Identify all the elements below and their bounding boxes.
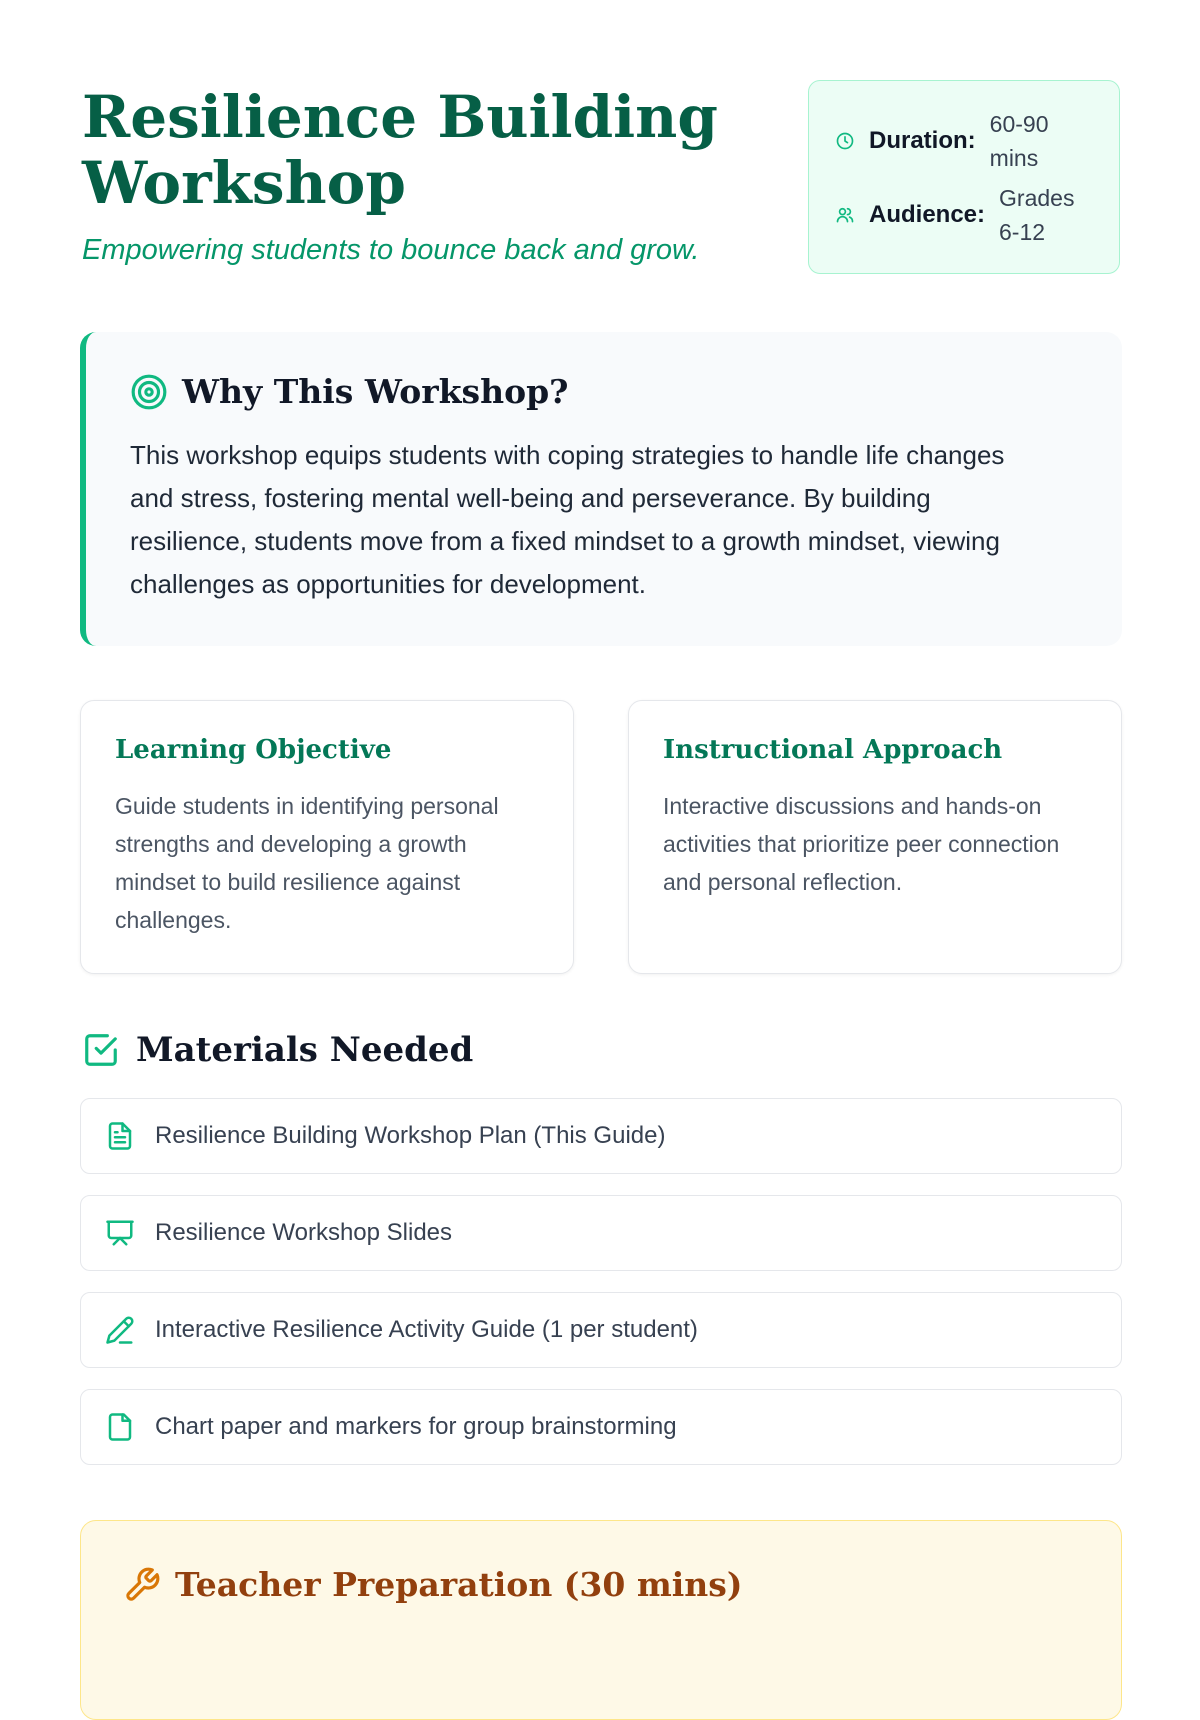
materials-heading [82,1030,473,1070]
audience-label: Audience: [869,201,986,228]
material-item-label: Resilience Workshop Slides [155,1219,453,1246]
material-item-workshop-plan [80,1098,1122,1174]
prep-heading [123,1565,742,1604]
why-title: Why This Workshop? [182,372,569,411]
instructional-approach-title: Instructional Approach [663,735,1003,765]
teacher-preparation-section [80,1520,1122,1720]
duration-label: Duration: [869,127,976,154]
materials-title: Materials Needed [136,1030,474,1070]
checkbox-icon [82,1031,120,1069]
pencil-icon [105,1315,135,1345]
why-text: This workshop equips students with coping strategies to handle life changes and stress, fostering mental well-being and perseverance. By building resilience, students move from a fixed mindset to a growth mindset, viewing challenges as opportunities for development. [130,440,1005,599]
instructional-approach-card [628,700,1122,974]
instructional-approach-text: Interactive discussions and hands-on activities that prioritize peer connection and personal reflection. [663,793,1060,895]
audience-value: Grades 6-12 [999,185,1075,245]
audience-row [835,181,1089,249]
material-item-chart-paper [80,1389,1122,1465]
duration-row [835,107,1080,175]
learning-objective-text: Guide students in identifying personal strengths and developing a growth mindset to build resilience against challenges. [115,793,499,933]
users-icon [835,205,855,225]
clock-icon [835,131,855,151]
material-item-activity-guide [80,1292,1122,1368]
document-icon [105,1121,135,1151]
why-heading [130,372,569,411]
page-subtitle: Empowering students to bounce back and grow. [82,234,700,266]
prep-title: Teacher Preparation (30 mins) [175,1565,743,1604]
why-section [80,332,1122,646]
learning-objective-title: Learning Objective [115,735,392,765]
learning-objective-card [80,700,574,974]
wrench-icon [123,1566,161,1604]
material-item-label: Resilience Building Workshop Plan (This Guide) [155,1122,666,1149]
workshop-meta-box [808,80,1120,274]
presentation-icon [105,1218,135,1248]
material-item-label: Interactive Resilience Activity Guide (1 per student) [155,1316,698,1343]
target-icon [130,373,168,411]
file-icon [105,1412,135,1442]
page-header [82,80,1122,280]
material-item-label: Chart paper and markers for group brainstorming [155,1413,677,1440]
material-item-slides [80,1195,1122,1271]
page-title: Resilience Building Workshop [82,83,718,217]
duration-value: 60-90 mins [989,111,1049,171]
